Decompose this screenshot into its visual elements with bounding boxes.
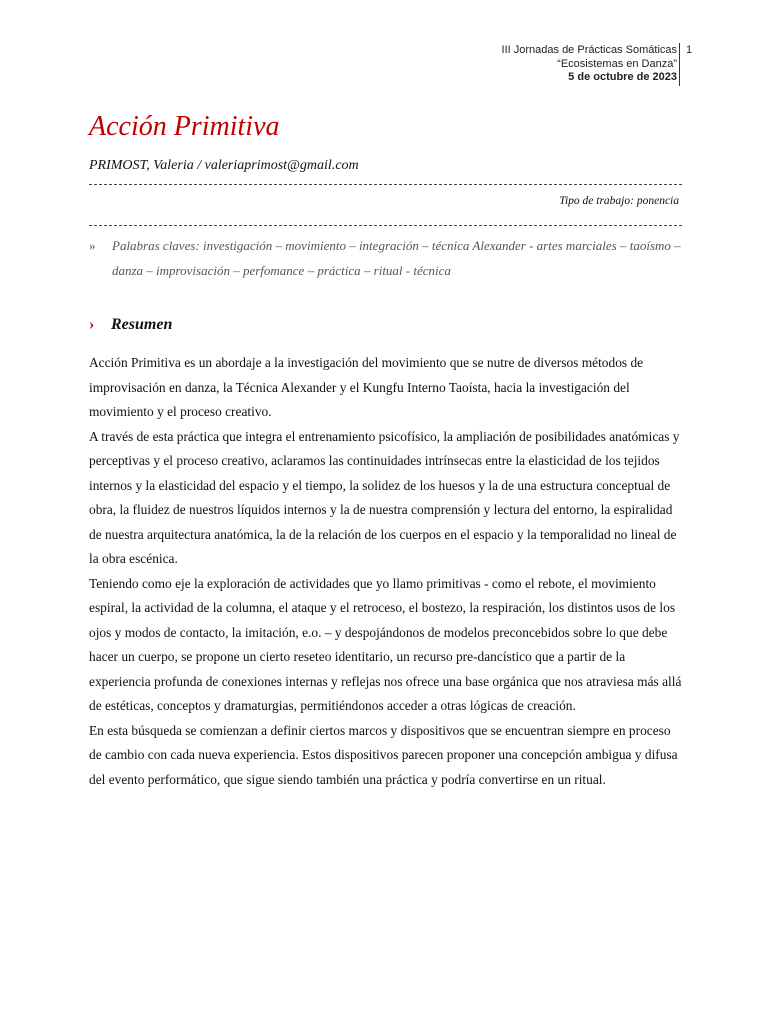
abstract-body <box>89 351 683 792</box>
author-line: PRIMOST, Valeria / valeriaprimost@gmail.com <box>89 158 359 173</box>
work-type: Tipo de trabajo: ponencia <box>559 195 679 207</box>
section-heading-resumen <box>89 314 172 336</box>
keywords-text: Palabras claves: investigación – movimiento – integración – técnica Alexander - artes marciales – taoísmo – danza – improvisación – perfomance – práctica – ritual - técnica <box>112 238 681 278</box>
header-divider <box>679 43 680 86</box>
keywords-block <box>89 233 682 283</box>
event-date: 5 de octubre de 2023 <box>568 71 677 83</box>
running-header <box>417 44 677 85</box>
dashed-divider-top <box>89 184 682 185</box>
paper-title: Acción Primitiva <box>89 111 280 142</box>
page-number: 1 <box>686 44 693 56</box>
chevron-right-icon: › <box>89 316 95 333</box>
abstract-paragraph: Teniendo como eje la exploración de actividades que yo llamo primitivas - como el rebote, el movimiento espiral, la actividad de la columna, el ataque y el retroceso, el bostezo, la respiración, los distintos usos de los ojos y modos de contacto, la imitación, e.o. – y despojándonos de modelos preconcebidos sobre lo que debe hacer un cuerpo, se propone un cierto reseteo identitario, un recurso pre-dancístico que a partir de la experiencia profunda de conexiones internas y reflejas nos ofrece una base orgánica que nos atraviesa más allá de estéticas, conceptos y dramaturgias, permitiéndonos acceder a otras lógicas de creación. <box>89 575 682 713</box>
keywords-bullet-icon: » <box>89 238 96 253</box>
abstract-paragraph: A través de esta práctica que integra el entrenamiento psicofísico, la ampliación de posibilidades anatómicas y perceptivas y el proceso creativo, aclaramos las continuidades intrínsecas entre la elasticidad de los tejidos internos y la elasticidad del espacio y el tiempo, la solidez de los huesos y la de una estructura conceptual de obra, la fluidez de nuestros líquidos internos y la de nuestra comprensión y lectura del entorno, la espiralidad de nuestra arquitectura anatómica, la de la relación de los cuerpos en el espacio y la temporalidad no lineal de la obra escénica. <box>89 428 680 566</box>
abstract-paragraph: Acción Primitiva es un abordaje a la investigación del movimiento que se nutre de diversos métodos de improvisación en danza, la Técnica Alexander y el Kungfu Interno Taoísta, hacia la investigación del movimiento y el proceso creativo. <box>89 355 644 419</box>
event-name: III Jornadas de Prácticas Somáticas <box>501 44 677 56</box>
dashed-divider-bottom <box>89 225 682 226</box>
abstract-paragraph: En esta búsqueda se comienzan a definir ciertos marcos y dispositivos que se encuentran siempre en proceso de cambio con cada nueva experiencia. Estos dispositivos parecen proponer una concepción ambigua y difusa del evento performático, que sigue siendo también una práctica y podría convertirse en un ritual. <box>89 722 678 787</box>
event-subtitle: “Ecosistemas en Danza” <box>557 57 677 70</box>
section-heading-label: Resumen <box>111 316 173 333</box>
